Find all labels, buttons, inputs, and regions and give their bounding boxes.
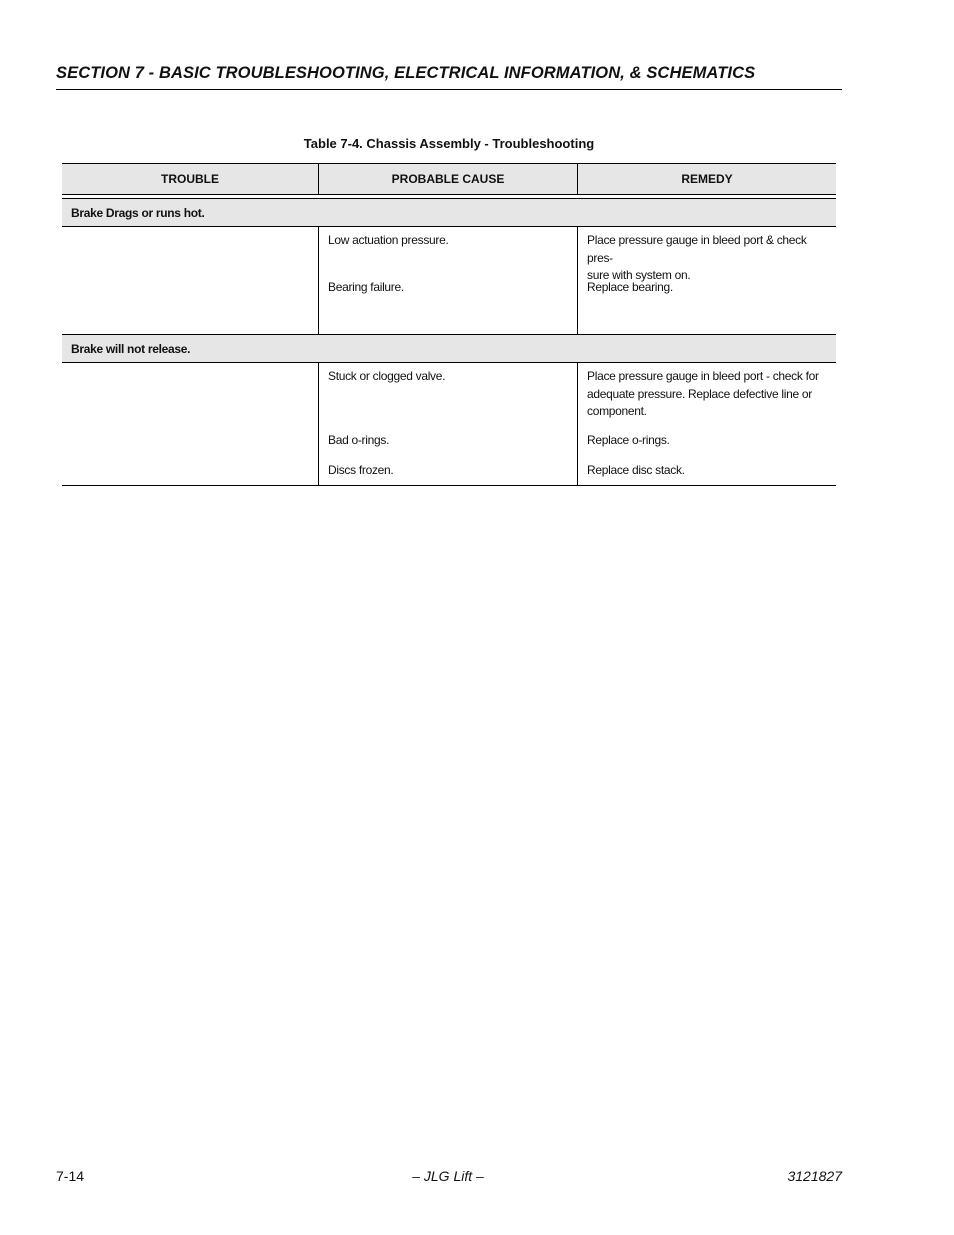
trouble-group-body — [62, 227, 836, 334]
remedy-text: Replace disc stack. — [587, 463, 685, 477]
remedy-text: Replace o-rings. — [587, 433, 670, 447]
trouble-group-row: Brake will not release. — [62, 334, 836, 363]
cause-text: Bad o-rings. — [328, 433, 390, 447]
cause-text: Low actuation pressure. — [328, 233, 449, 247]
cause-text: Bearing failure. — [328, 280, 404, 294]
header-divider — [56, 89, 842, 90]
remedy-cell — [578, 363, 836, 485]
cause-text: Discs frozen. — [328, 463, 394, 477]
cause-cell — [319, 227, 578, 334]
document-number: 3121827 — [787, 1168, 842, 1184]
trouble-group-row: Brake Drags or runs hot. — [62, 198, 836, 227]
page-number: 7-14 — [56, 1168, 85, 1184]
remedy-text: Replace bearing. — [587, 280, 673, 294]
remedy-text: Place pressure gauge in bleed port - check for — [587, 369, 819, 383]
table-caption: Table 7-4. Chassis Assembly - Troubleshooting — [303, 136, 595, 151]
column-header-probable-cause: PROBABLE CAUSE — [319, 164, 578, 194]
footer-publisher: – JLG Lift – — [412, 1168, 484, 1184]
cause-text: Stuck or clogged valve. — [328, 369, 446, 383]
remedy-text: adequate pressure. Replace defective line or — [587, 386, 812, 401]
trouble-group-body — [62, 363, 836, 486]
cause-cell — [319, 363, 578, 485]
remedy-text: component. — [587, 404, 647, 418]
column-header-trouble: TROUBLE — [62, 164, 319, 194]
remedy-text: sure with system on. — [587, 268, 691, 282]
empty-trouble-cell — [62, 227, 319, 334]
remedy-cell — [578, 227, 836, 334]
empty-trouble-cell — [62, 363, 319, 485]
table-header-row — [62, 163, 836, 195]
remedy-text: Place pressure gauge in bleed port & check pres- — [587, 233, 807, 265]
column-header-remedy: REMEDY — [681, 172, 733, 186]
section-title: SECTION 7 - BASIC TROUBLESHOOTING, ELECTRICAL INFORMATION, & SCHEMATICS — [56, 64, 756, 82]
troubleshooting-table — [62, 163, 836, 486]
